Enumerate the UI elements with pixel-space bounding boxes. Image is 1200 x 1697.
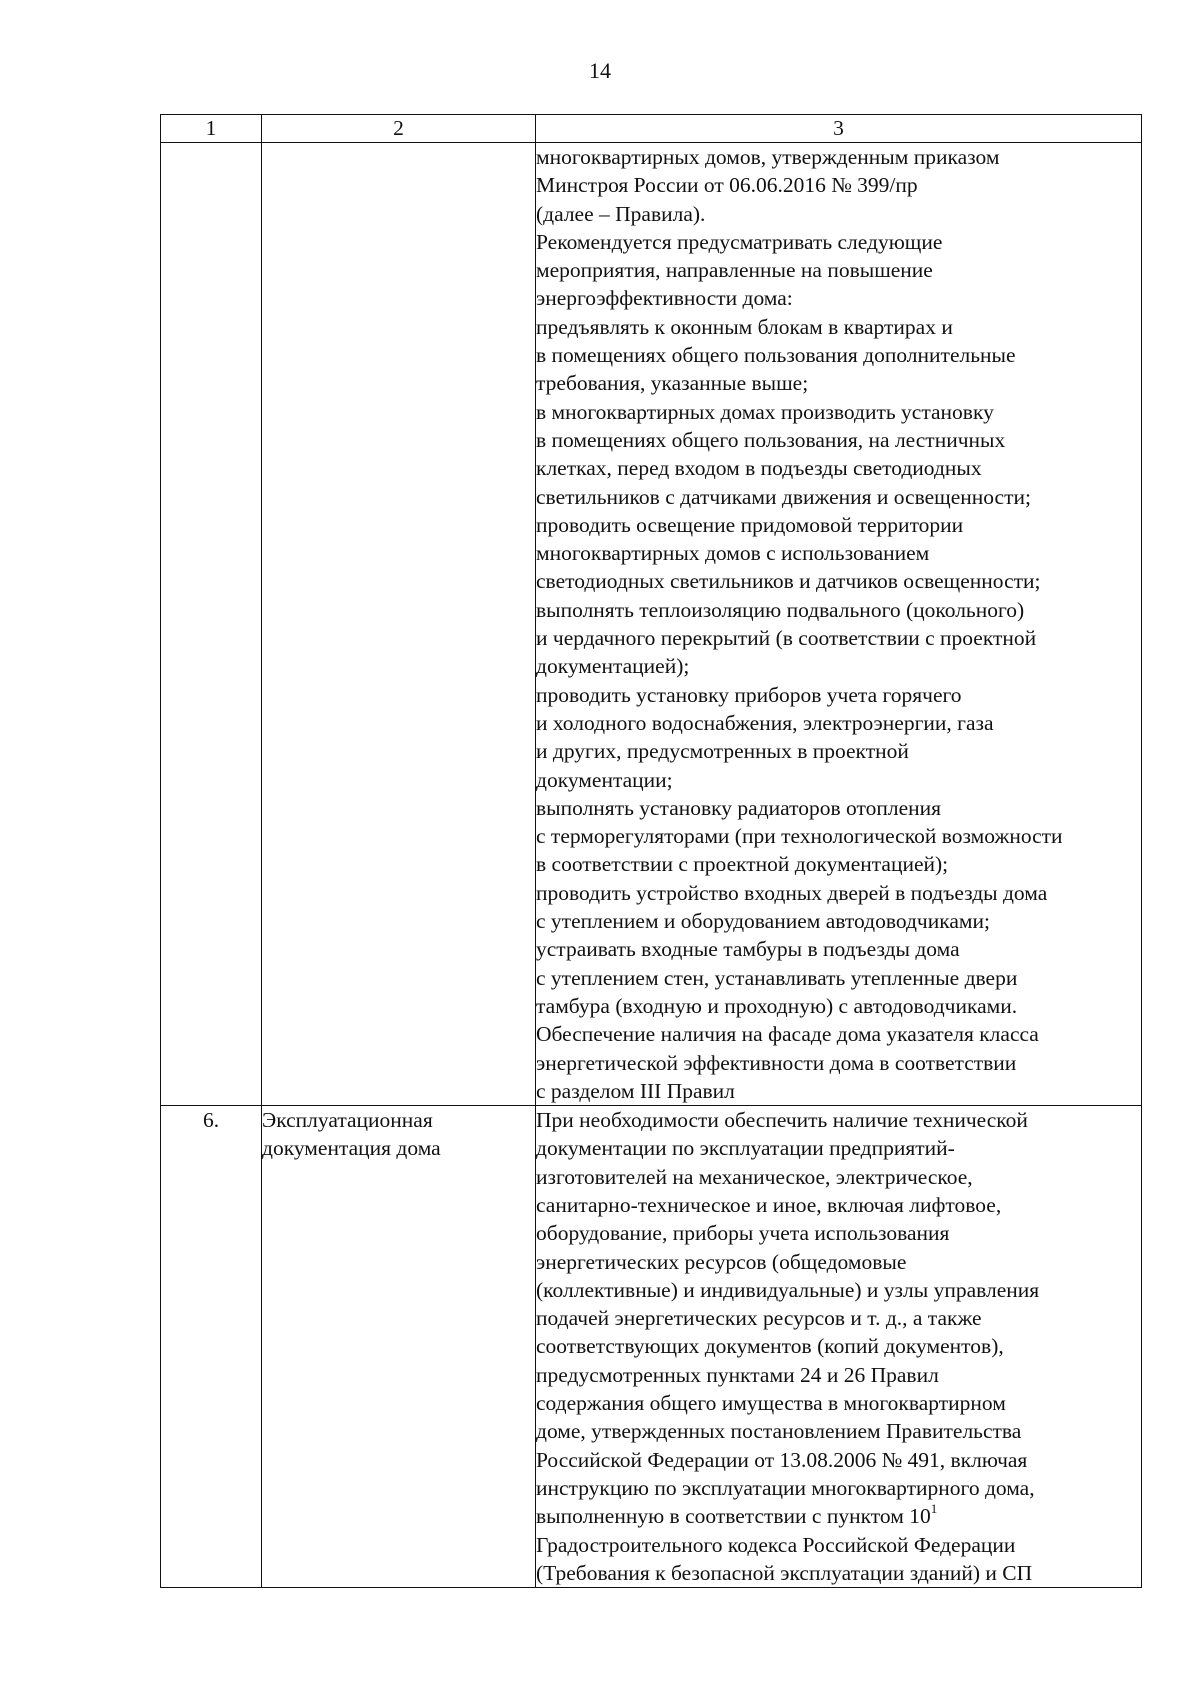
- text-line: изготовителей на механическое, электрическое,: [536, 1164, 973, 1189]
- row-name-cell: [262, 143, 536, 1106]
- text-line: (далее – Правила).: [536, 201, 706, 226]
- text-line: с терморегуляторами (при технологической возможности: [536, 824, 1063, 849]
- text-line: инструкцию по эксплуатации многоквартирного дома,: [536, 1475, 1035, 1500]
- text-line: выполнять теплоизоляцию подвального (цокольного): [536, 597, 1025, 622]
- text-line: санитарно-техническое и иное, включая лифтовое,: [536, 1192, 1002, 1217]
- text-line: (Требования к безопасной эксплуатации зданий) и СП: [536, 1560, 1033, 1585]
- text-line: мероприятия, направленные на повышение: [536, 258, 933, 283]
- column-header-1: 1: [161, 115, 262, 143]
- text-line: в многоквартирных домах производить установку: [536, 399, 994, 424]
- column-header-3: 3: [536, 115, 1142, 143]
- text-line: проводить освещение придомовой территории: [536, 512, 964, 537]
- text-line: в помещениях общего пользования, на лестничных: [536, 427, 1006, 452]
- row-name-cell: [262, 1106, 536, 1588]
- text-line: доме, утвержденных постановлением Правительства: [536, 1419, 1022, 1444]
- row-number-cell: 6.: [161, 1106, 262, 1588]
- text-line: документации;: [536, 767, 673, 792]
- text-line: подачей энергетических ресурсов и т. д., а также: [536, 1306, 982, 1331]
- text-line: документация дома: [262, 1136, 441, 1161]
- text-line: [536, 1502, 1141, 1530]
- text-line: с разделом III Правил: [536, 1078, 735, 1103]
- text-line: Градостроительного кодекса Российской Федерации: [536, 1532, 1016, 1557]
- table-header-row: [161, 115, 1142, 143]
- page-number: 14: [589, 58, 611, 83]
- text-line: Рекомендуется предусматривать следующие: [536, 229, 943, 254]
- text-line: Обеспечение наличия на фасаде дома указателя класса: [536, 1022, 1039, 1047]
- text-line: проводить установку приборов учета горячего: [536, 682, 962, 707]
- text-line: документацией);: [536, 654, 690, 679]
- text-line: клетках, перед входом в подъезды светодиодных: [536, 456, 982, 481]
- footnote-superscript: 1: [930, 1501, 938, 1517]
- requirements-table: [160, 114, 1142, 1588]
- row-content-cell: [536, 143, 1142, 1106]
- text-line: Эксплуатационная: [262, 1108, 433, 1133]
- text-line: в помещениях общего пользования дополнительные: [536, 343, 1016, 368]
- text-line: выполнять установку радиаторов отопления: [536, 795, 942, 820]
- text-line: и других, предусмотренных в проектной: [536, 739, 909, 764]
- text-line: в соответствии с проектной документацией);: [536, 852, 949, 877]
- text-line: При необходимости обеспечить наличие технической: [536, 1108, 1028, 1133]
- table-row-6: [161, 1106, 1142, 1588]
- text-line: светильников с датчиками движения и освещенности;: [536, 484, 1031, 509]
- text-line: требования, указанные выше;: [536, 371, 809, 396]
- row-number-cell: [161, 143, 262, 1106]
- text-line: предъявлять к оконным блокам в квартирах и: [536, 314, 953, 339]
- text-line-body: выполненную в соответствии с пунктом 10: [536, 1504, 931, 1529]
- text-line: светодиодных светильников и датчиков освещенности;: [536, 569, 1041, 594]
- text-line: и чердачного перекрытий (в соответствии с проектной: [536, 626, 1037, 651]
- text-line: Российской Федерации от 13.08.2006 № 491, включая: [536, 1447, 1028, 1472]
- text-line: оборудование, приборы учета использования: [536, 1221, 950, 1246]
- text-line: проводить устройство входных дверей в подъезды дома: [536, 880, 1048, 905]
- text-line: энергетической эффективности дома в соответствии: [536, 1050, 1017, 1075]
- text-line: с утеплением и оборудованием автодоводчиками;: [536, 909, 990, 934]
- text-line: содержания общего имущества в многоквартирном: [536, 1391, 1006, 1416]
- text-line: документации по эксплуатации предприятий-: [536, 1136, 955, 1161]
- text-line: Минстроя России от 06.06.2016 № 399/пр: [536, 173, 918, 198]
- text-line: и холодного водоснабжения, электроэнергии, газа: [536, 710, 994, 735]
- text-line: соответствующих документов (копий документов),: [536, 1334, 1004, 1359]
- table-row-continuation: [161, 143, 1142, 1106]
- row-content-cell: [536, 1106, 1142, 1588]
- text-line: предусмотренных пунктами 24 и 26 Правил: [536, 1362, 939, 1387]
- text-line: тамбура (входную и проходную) с автодоводчиками.: [536, 993, 1018, 1018]
- text-line: (коллективные) и индивидуальные) и узлы управления: [536, 1277, 1040, 1302]
- text-line: с утеплением стен, устанавливать утепленные двери: [536, 965, 1018, 990]
- text-line: многоквартирных домов с использованием: [536, 541, 930, 566]
- text-line: энергоэффективности дома:: [536, 286, 793, 311]
- text-line: энергетических ресурсов (общедомовые: [536, 1249, 907, 1274]
- column-header-2: 2: [262, 115, 536, 143]
- text-line: многоквартирных домов, утвержденным приказом: [536, 145, 1000, 169]
- text-line: устраивать входные тамбуры в подъезды дома: [536, 937, 960, 962]
